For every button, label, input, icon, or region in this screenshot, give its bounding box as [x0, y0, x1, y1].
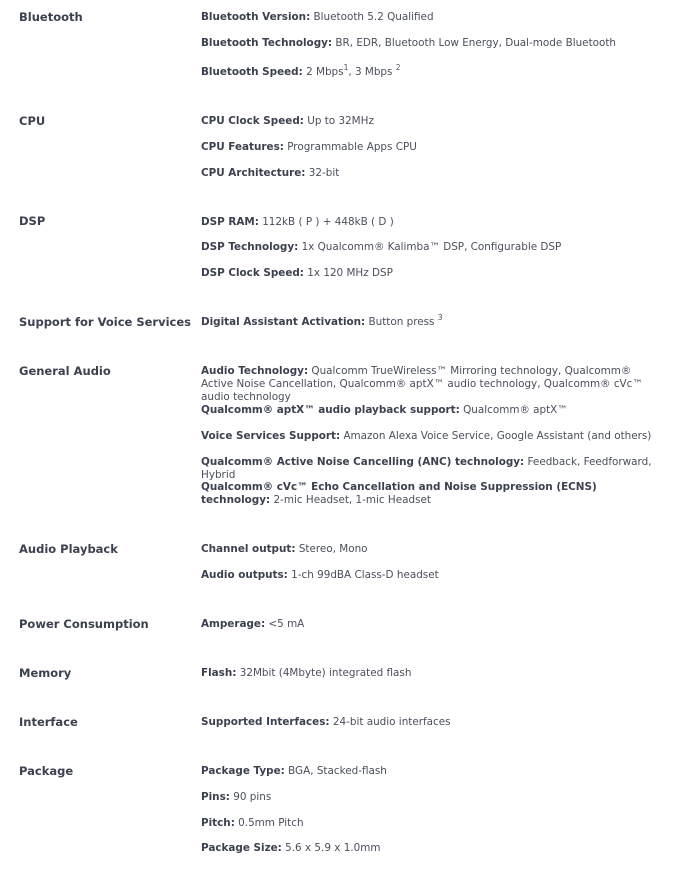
spec-label: Pins:: [201, 791, 230, 803]
spec-value: , 3 Mbps: [348, 66, 396, 78]
spec-label: Bluetooth Speed:: [201, 66, 303, 78]
spec-value: BR, EDR, Bluetooth Low Energy, Dual-mode Bluetooth: [332, 37, 617, 49]
spec-label: Package Type:: [201, 765, 285, 777]
spec-row: [201, 313, 663, 329]
spec-value: 24-bit audio interfaces: [329, 716, 451, 728]
spec-label: Flash:: [201, 667, 237, 679]
spec-value: BGA, Stacked-flash: [284, 765, 387, 777]
spec-value: 1-ch 99dBA Class-D headset: [287, 569, 439, 581]
spec-label: Package Size:: [201, 842, 282, 854]
spec-value: 5.6 x 5.9 x 1.0mm: [281, 842, 381, 854]
footnote-marker: 2: [395, 63, 401, 72]
spec-row: [201, 141, 663, 154]
spec-row: [201, 37, 663, 50]
spec-label: Audio Technology:: [201, 365, 309, 377]
spec-row: [201, 569, 663, 582]
spec-row: [201, 365, 663, 404]
spec-value: Qualcomm® aptX™: [459, 404, 568, 416]
section-title: Power Consumption: [19, 617, 149, 631]
spec-label: DSP Technology:: [201, 241, 299, 253]
spec-row: [201, 216, 663, 229]
spec-label: Bluetooth Technology:: [201, 37, 333, 49]
spec-value: 1x 120 MHz DSP: [303, 267, 393, 279]
spec-row: [201, 716, 663, 729]
spec-label: Qualcomm® aptX™ audio playback support:: [201, 404, 460, 416]
spec-row: [201, 115, 663, 128]
spec-row: [201, 543, 663, 556]
spec-value: 32Mbit (4Mbyte) integrated flash: [236, 667, 412, 679]
spec-value: 90 pins: [229, 791, 272, 803]
spec-label: Audio outputs:: [201, 569, 288, 581]
spec-value: 2-mic Headset, 1-mic Headset: [270, 494, 431, 506]
section-title: Support for Voice Services: [19, 315, 191, 329]
spec-row: [201, 430, 663, 443]
spec-value: Up to 32MHz: [303, 115, 374, 127]
section-title: Audio Playback: [19, 542, 118, 556]
spec-label: Channel output:: [201, 543, 296, 555]
spec-value: Qualcomm TrueWireless™ Mirroring technology, Qualcomm® Active Noise Cancellation, Qualcomm® aptX™ audio technology, Qualcomm® cVc™ audio technology: [201, 365, 643, 403]
spec-label: Voice Services Support:: [201, 430, 341, 442]
section-title: Memory: [19, 666, 72, 680]
spec-label: DSP RAM:: [201, 216, 259, 228]
spec-label: Supported Interfaces:: [201, 716, 330, 728]
spec-value: 112kB ( P ) + 448kB ( D ): [258, 216, 394, 228]
spec-row: [201, 667, 663, 680]
spec-value: 32-bit: [305, 167, 340, 179]
spec-label: CPU Features:: [201, 141, 284, 153]
spec-row: [201, 241, 663, 254]
spec-row: [201, 765, 663, 778]
spec-label: CPU Clock Speed:: [201, 115, 304, 127]
spec-row: [201, 404, 663, 417]
spec-value: Amazon Alexa Voice Service, Google Assistant (and others): [340, 430, 652, 442]
footnote-marker: 1: [343, 63, 349, 72]
spec-label: Digital Assistant Activation:: [201, 316, 366, 328]
spec-label: Pitch:: [201, 817, 235, 829]
section-title: CPU: [19, 114, 46, 128]
spec-value: Programmable Apps CPU: [283, 141, 417, 153]
spec-row: [201, 11, 663, 24]
spec-row: [201, 618, 663, 631]
section-title: General Audio: [19, 364, 111, 378]
spec-value: <5 mA: [265, 618, 305, 630]
spec-value: 0.5mm Pitch: [234, 817, 304, 829]
spec-label: CPU Architecture:: [201, 167, 306, 179]
spec-value: 2 Mbps: [302, 66, 344, 78]
section-title: Bluetooth: [19, 10, 83, 24]
spec-value: Feedback, Feedforward, Hybrid: [201, 456, 652, 481]
spec-label: DSP Clock Speed:: [201, 267, 304, 279]
spec-label: Amperage:: [201, 618, 266, 630]
spec-row: [201, 481, 663, 507]
spec-label: Bluetooth Version:: [201, 11, 311, 23]
section-title: Interface: [19, 715, 78, 729]
spec-row: [201, 167, 663, 180]
spec-value: Stereo, Mono: [295, 543, 368, 555]
spec-row: [201, 817, 663, 830]
spec-label: Qualcomm® cVc™ Echo Cancellation and Noise Suppression (ECNS) technology:: [201, 481, 597, 506]
section-title: DSP: [19, 214, 46, 228]
spec-value: Bluetooth 5.2 Qualified: [310, 11, 434, 23]
spec-row: [201, 791, 663, 804]
spec-row: [201, 63, 663, 79]
spec-row: [201, 267, 663, 280]
section-title: Package: [19, 764, 74, 778]
spec-label: Qualcomm® Active Noise Cancelling (ANC) technology:: [201, 456, 525, 468]
spec-row: [201, 456, 663, 482]
spec-value: Button press: [365, 316, 438, 328]
footnote-marker: 3: [437, 313, 443, 322]
spec-row: [201, 842, 663, 855]
spec-value: 1x Qualcomm® Kalimba™ DSP, Configurable DSP: [298, 241, 562, 253]
